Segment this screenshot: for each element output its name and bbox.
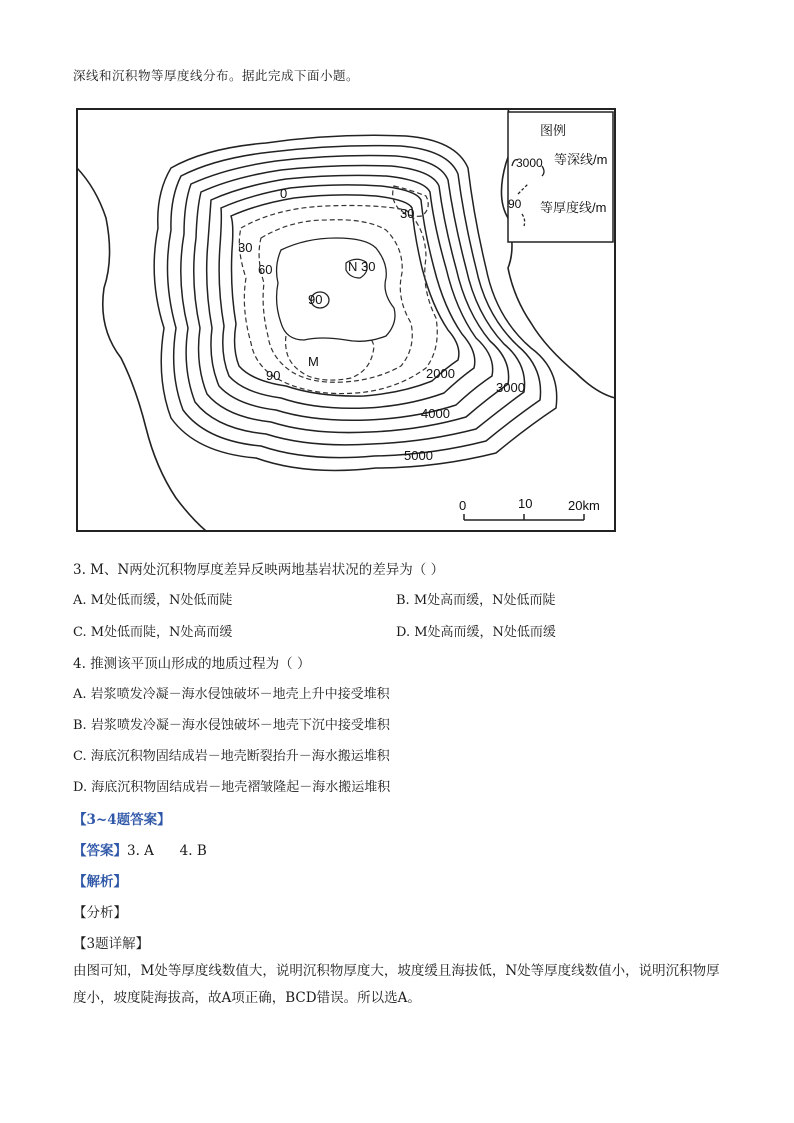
label-point-n: N bbox=[348, 259, 358, 274]
label-thickness-30-w: 30 bbox=[238, 240, 253, 255]
answer-tag: 【答案】 bbox=[73, 843, 127, 859]
scale-0: 0 bbox=[459, 498, 467, 513]
question-3-option-c: C. M处低而陡，N处高而缓 bbox=[73, 625, 233, 640]
question-4-option-c: C. 海底沉积物固结成岩－地壳断裂抬升－海水搬运堆积 bbox=[73, 749, 390, 764]
analysis-header: 【解析】 bbox=[73, 874, 127, 890]
label-depth-2000: 2000 bbox=[426, 366, 455, 381]
answer-values: 3. A 4. B bbox=[127, 843, 207, 859]
legend-depth-value: 3000 bbox=[516, 156, 543, 170]
legend-depth-label: 等深线/m bbox=[554, 152, 608, 167]
q3-detail-text: 由图可知，M处等厚度线数值大，说明沉积物厚度大，坡度缓且海拔低，N处等厚度线数值小，说明沉积物厚度小，坡度陡海拔高，故A项正确，BCD错误。所以选A。 bbox=[73, 963, 720, 1006]
question-4-stem: 4. 推测该平顶山形成的地质过程为（ ） bbox=[73, 656, 311, 672]
label-thickness-90-m: 90 bbox=[266, 368, 281, 383]
label-thickness-90-center: 90 bbox=[308, 292, 323, 307]
seamount-contour-map bbox=[76, 108, 617, 534]
question-4-option-b: B. 岩浆喷发冷凝－海水侵蚀破坏－地壳下沉中接受堆积 bbox=[73, 718, 390, 733]
question-3-stem: 3. M、N两处沉积物厚度差异反映两地基岩状况的差异为（ ） bbox=[73, 562, 445, 578]
map-legend bbox=[508, 112, 613, 242]
question-4-option-a: A. 岩浆喷发冷凝－海水侵蚀破坏－地壳上升中接受堆积 bbox=[73, 687, 390, 702]
label-depth-0: 0 bbox=[280, 186, 288, 201]
legend-title: 图例 bbox=[540, 123, 567, 138]
answer-header: 【3~4题答案】 bbox=[73, 812, 171, 828]
legend-thickness-label: 等厚度线/m bbox=[540, 200, 607, 215]
label-thickness-30-ne: 30 bbox=[400, 206, 415, 221]
answer-line bbox=[73, 839, 207, 859]
plateau-top bbox=[277, 238, 395, 341]
question-4-option-d: D. 海底沉积物固结成岩－地壳褶皱隆起－海水搬运堆积 bbox=[73, 780, 391, 795]
label-depth-5000: 5000 bbox=[404, 448, 433, 463]
label-thickness-30-n: 30 bbox=[361, 259, 376, 274]
label-point-m: M bbox=[308, 354, 319, 369]
fenxi-header: 【分析】 bbox=[73, 905, 127, 921]
question-3-option-d: D. M处高而缓，N处低而缓 bbox=[396, 625, 556, 640]
label-depth-4000: 4000 bbox=[421, 406, 450, 421]
legend-thickness-value: 90 bbox=[508, 197, 522, 211]
label-thickness-60: 60 bbox=[258, 262, 273, 277]
question-3-option-a: A. M处低而缓，N处低而陡 bbox=[73, 593, 233, 608]
question-3-option-b: B. M处高而缓，N处低而陡 bbox=[396, 593, 556, 608]
intro-text: 深线和沉积物等厚度线分布。据此完成下面小题。 bbox=[73, 68, 360, 83]
scale-20km: 20km bbox=[568, 498, 600, 513]
q3-detail-header: 【3题详解】 bbox=[73, 936, 150, 952]
scale-10: 10 bbox=[518, 496, 533, 511]
label-depth-3000: 3000 bbox=[496, 380, 525, 395]
